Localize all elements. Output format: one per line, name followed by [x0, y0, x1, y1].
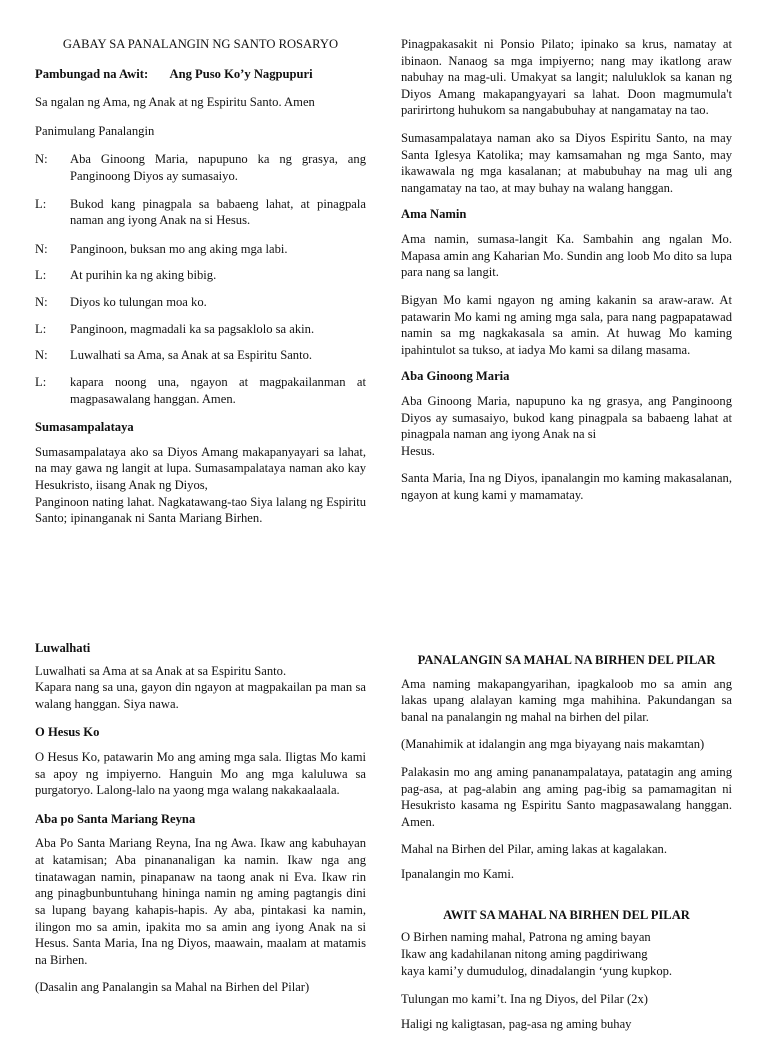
page-title: GABAY SA PANALANGIN NG SANTO ROSARYO [62, 37, 339, 51]
our-father-part-2: Bigyan Mo kami ngayon ng aming kakanin sa araw-araw. At patawarin Mo kami ng aming mga sala, para nang pagpapatawad namin sa mg nagkakasala sa amin. At huwag Mo kaming ipahintulot sa tukso, at iadya Mo kami sa dilang masama. [401, 292, 732, 357]
hail-queen-prayer: Aba Po Santa Mariang Reyna, Ina ng Awa. Ikaw ang kabuhayan at katamisan; Aba pinananaligan ka namin. Ikaw nga ang tinatawagan namin, pinapanaw na taong anak ni Eva. Ikaw rin ang pinagbunbuntuhang hininga namin ng aming pagtangis dini sa lupang bayang kahapis-hapis. Ay aba, pintakasi ka namin, ilingon mo sa amin, ipakita mo sa amin ang iyong Anak na si Hesus. Santa Maria, Ina ng Diyos, maawain, maalam at matamis na Birhen. [35, 836, 366, 967]
response-text: Bukod kang pinagpala sa babaeng lahat, at pinagpala naman ang iyong Anak na si Hesus. [70, 196, 366, 228]
creed-text [35, 444, 366, 527]
song-title: AWIT SA MAHAL NA BIRHEN DEL PILAR [443, 907, 690, 922]
top-right-column [401, 36, 732, 515]
speaker-label: L: [35, 321, 47, 336]
glory-line: Luwalhati sa Ama at sa Anak at sa Espiritu Santo. [35, 663, 287, 678]
response-text: Panginoon, buksan mo ang aking mga labi. [70, 241, 288, 256]
responsory-line [35, 374, 366, 407]
song-line: kaya kami’y dumudulog, dinadalangin ‘yung kupkop. [401, 963, 673, 978]
closing-note: (Dasalin ang Panalangin sa Mahal na Birhen del Pilar) [35, 980, 310, 995]
song-next-line: Haligi ng kaligtasan, pag-asa ng aming buhay [401, 1016, 632, 1031]
song-line: Ikaw ang kadahilanan nitong aming pagdiriwang [401, 946, 648, 961]
hail-mary-line: Hesus. [401, 443, 435, 458]
song-verse [401, 929, 732, 979]
sign-of-cross: Sa ngalan ng Ama, ng Anak at ng Espiritu Santo. Amen [35, 95, 315, 110]
glory-line: Kapara nang sa una, gayon din ngayon at magpakailan pa man sa walang hanggan. Siya nawa. [35, 680, 366, 711]
responsory-list [35, 151, 366, 407]
pilar-response: Ipanalangin mo Kami. [401, 867, 514, 882]
pilar-invocation: Mahal na Birhen del Pilar, aming lakas at kagalakan. [401, 842, 667, 857]
opening-song [35, 66, 366, 83]
response-text: kapara noong una, ngayon at magpakailanman at magpasawalang hanggan. Amen. [70, 374, 366, 406]
responsory-line [35, 196, 366, 229]
song-refrain: Tulungan mo kami’t. Ina ng Diyos, del Pilar (2x) [401, 992, 648, 1007]
hail-queen-heading: Aba po Santa Mariang Reyna [35, 811, 196, 826]
speaker-label: L: [35, 374, 47, 389]
hail-mary-heading: Aba Ginoong Maria [401, 369, 510, 384]
speaker-label: L: [35, 268, 47, 283]
creed-heading: Sumasampalataya [35, 420, 134, 435]
responsory-line [35, 294, 366, 311]
fatima-heading: O Hesus Ko [35, 725, 100, 740]
opening-song-label: Pambungad na Awit: [35, 66, 149, 81]
our-father-heading: Ama Namin [401, 207, 467, 222]
bottom-left-column [35, 640, 366, 1007]
response-text: Panginoon, magmadali ka sa pagsaklolo sa akin. [70, 321, 315, 336]
pilar-prayer-part-1: Ama naming makapangyarihan, ipagkaloob mo sa amin ang lakas upang alalayan kaming mga mahihina. Pakundangan sa banal na panalangin ng mahal na birhen del pilar. [401, 676, 732, 724]
song-line: O Birhen naming mahal, Patrona ng aming bayan [401, 930, 651, 945]
holy-mary-text: Santa Maria, Ina ng Diyos, ipanalangin mo kaming makasalanan, ngayon at kung kami y mamamatay. [401, 471, 732, 503]
speaker-label: L: [35, 196, 47, 211]
responsory-line [35, 267, 366, 284]
response-text: Aba Ginoong Maria, napupuno ka ng grasya, ang Panginoong Diyos ay sumasaiyo. [70, 152, 366, 184]
response-text: Diyos ko tulungan moa ko. [70, 295, 207, 310]
hail-mary-line: Aba Ginoong Maria, napupuno ka ng grasya, ang Panginoong Diyos ay sumasaiyo, bukod kang pinagpala sa babaeng lahat at pinagpala naman ang iyong Anak na si [401, 393, 732, 442]
speaker-label: N: [35, 152, 48, 167]
speaker-label: N: [35, 241, 48, 256]
responsory-line [35, 347, 366, 364]
pilar-prayer-title: PANALANGIN SA MAHAL NA BIRHEN DEL PILAR [417, 653, 716, 667]
responsory-line [35, 321, 366, 338]
creed-line: Panginoon nating lahat. Nagkatawang-tao Siya lalang ng Espiritu Santo; ipinanganak ni Santa Mariang Birhen. [35, 494, 366, 526]
creed-holy-spirit: Sumasampalataya naman ako sa Diyos Espiritu Santo, na may Santa Iglesya Katolika; may kamsamahan ng mga Santo, may ikawawala ng mga kasalanan; at mabubuhay na mag uli ang nangamatay na tao, at may buhay na walang hanggan. [401, 131, 732, 195]
opening-song-title: Ang Puso Ko’y Nagpupuri [169, 66, 313, 81]
fatima-prayer: O Hesus Ko, patawarin Mo ang aming mga sala. Iligtas Mo kami sa apoy ng impiyerno. Hanguin Mo ang mga kaluluwa sa purgatoryo. Lalong-lalo na yaong mga walang nakakaalaala. [35, 750, 366, 798]
speaker-label: N: [35, 295, 48, 310]
bottom-right-column [401, 652, 732, 1043]
glory-text [35, 663, 366, 713]
top-left-column [35, 36, 366, 538]
opening-prayer-label: Panimulang Panalangin [35, 123, 155, 138]
response-text: Luwalhati sa Ama, sa Anak at sa Espiritu Santo. [70, 348, 313, 363]
responsory-line [35, 151, 366, 184]
responsory-line [35, 241, 366, 258]
hail-mary-text [401, 393, 732, 459]
our-father-part-1: Ama namin, sumasa-langit Ka. Sambahin ang ngalan Mo. Mapasa amin ang Kaharian Mo. Sundin ang loob Mo dito sa lupa para nang sa langit. [401, 232, 732, 280]
creed-line: Sumasampalataya ako sa Diyos Amang makapanyayari sa lahat, na may gawa ng langit at lupa. Sumasampalataya naman ako kay Hesukristo, iisang Anak ng Diyos, [35, 444, 366, 492]
pilar-prayer-instruction: (Manahimik at idalangin ang mga biyayang nais makamtan) [401, 737, 705, 752]
creed-continued: Pinagpakasakit ni Ponsio Pilato; ipinako sa krus, namatay at ibinaon. Nanaog sa mga impiyerno; nang may ikatlong araw nabuhay na mag-uli. Umakyat sa langit; naluluklok sa kanan ng Diyos Amang makapangyayari sa lahat. Doon magmumula't paririrtong huhukom sa nangabubuhay at nangamatay na tao. [401, 37, 732, 118]
glory-heading: Luwalhati [35, 641, 91, 655]
response-text: At purihin ka ng aking bibig. [70, 268, 217, 283]
speaker-label: N: [35, 348, 48, 363]
pilar-prayer-part-3: Palakasin mo ang aming pananampalataya, patatagin ang aming pag-asa, at pag-alabin ang aming pag-ibig sa pamamagitan ni Hesukristo kasama ng Espiritu Santo magpasawalang hanggan. Amen. [401, 765, 732, 829]
